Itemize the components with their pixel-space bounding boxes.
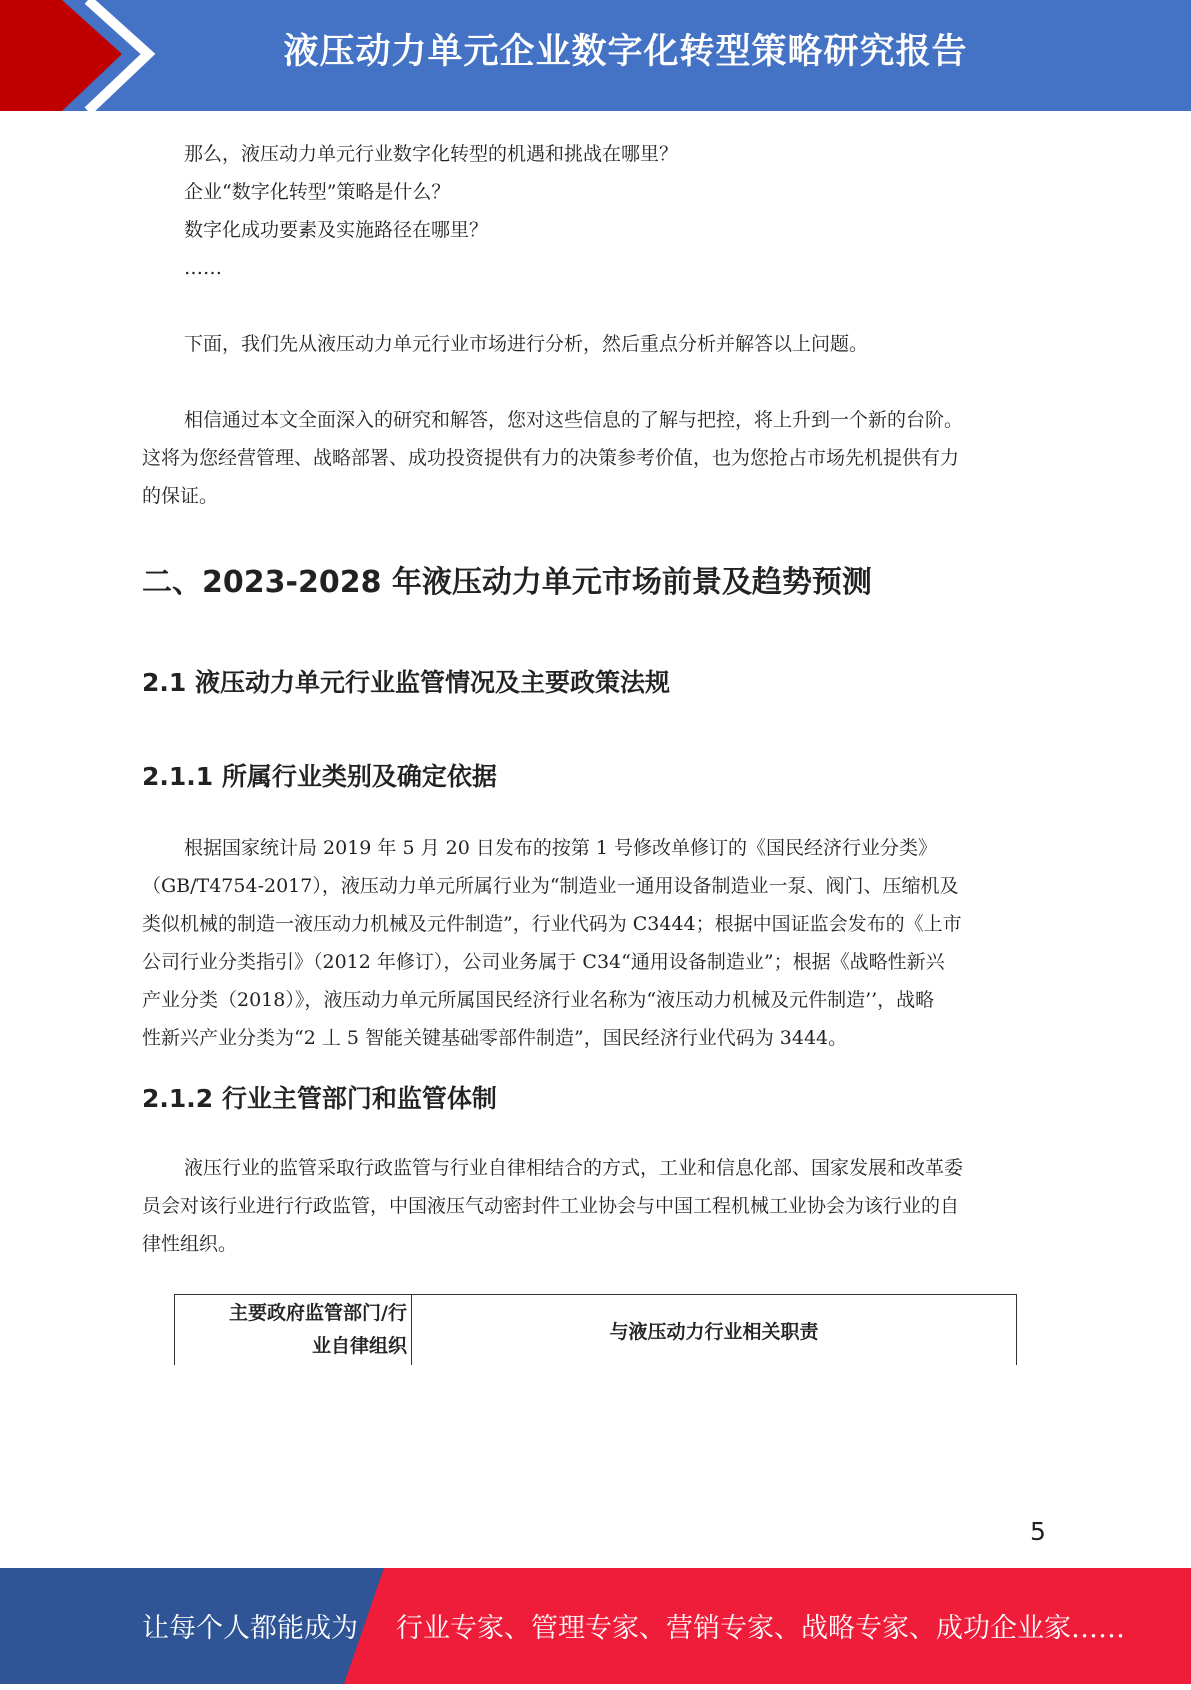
section-2-1-2-line-2: 员会对该行业进行行政监管，中国液压气动密封件工业协会与中国工程机械工业协会为该行业的自 — [142, 1195, 960, 1217]
intro-ellipsis: …… — [184, 257, 222, 279]
intro-paragraph-1: 下面，我们先从液压动力单元行业市场进行分析，然后重点分析并解答以上问题。 — [184, 333, 869, 355]
section-2-1-1-line-2: （GB/T4754-2017），液压动力单元所属行业为“制造业一通用设备制造业一泵、阀门、压缩机及 — [142, 875, 959, 897]
intro-paragraph-2-line-1: 相信通过本文全面深入的研究和解答，您对这些信息的了解与把控，将上升到一个新的台阶。 — [184, 409, 964, 431]
section-2-1-1-line-4: 公司行业分类指引》（2012 年修订），公司业务属于 C34“通用设备制造业”；根据《战略性新兴 — [142, 951, 945, 973]
intro-question-2: 企业“数字化转型”策略是什么？ — [184, 181, 451, 203]
section-2-1-2-line-1: 液压行业的监管采取行政监管与行业自律相结合的方式，工业和信息化部、国家发展和改革委 — [184, 1157, 964, 1179]
header-title: 液压动力单元企业数字化转型策略研究报告 — [283, 32, 968, 72]
section-2-1-2-line-3: 律性组织。 — [142, 1233, 238, 1255]
footer-slogan-left: 让每个人都能成为 — [142, 1613, 358, 1644]
section-2-1-1-line-1: 根据国家统计局 2019 年 5 月 20 日发布的按第 1 号修改单修订的《国民经济行业分类》 — [184, 837, 938, 859]
regulator-table — [174, 1294, 1017, 1365]
section-2-1-2-title: 2.1.2 行业主管部门和监管体制 — [142, 1084, 497, 1113]
intro-question-1: 那么，液压动力单元行业数字化转型的机遇和挑战在哪里？ — [184, 143, 679, 165]
section-2-1-1-title: 2.1.1 所属行业类别及确定依据 — [142, 762, 497, 791]
section-2-title: 二、2023-2028 年液压动力单元市场前景及趋势预测 — [142, 565, 872, 600]
section-2-1-1-line-6: 性新兴产业分类为“2 丄 5 智能关键基础零部件制造”，国民经济行业代码为 3444。 — [142, 1027, 848, 1049]
table-header-regulator — [175, 1295, 412, 1366]
page-content — [142, 135, 1047, 1263]
intro-question-3: 数字化成功要素及实施路径在哪里？ — [184, 219, 489, 241]
section-2-1-1-line-3: 类似机械的制造一液压动力机械及元件制造”，行业代码为 C3444；根据中国证监会发布的《上市 — [142, 913, 962, 935]
section-2-1-title: 2.1 液压动力单元行业监管情况及主要政策法规 — [142, 668, 670, 697]
table-header-row — [175, 1295, 1017, 1366]
intro-paragraph-2-line-2: 这将为您经营管理、战略部署、成功投资提供有力的决策参考价值，也为您抢占市场先机提供有力 — [142, 447, 960, 469]
intro-paragraph-2-line-3: 的保证。 — [142, 485, 219, 507]
section-2-1-1-line-5: 产业分类（2018）》，液压动力单元所属国民经济行业名称为“液压动力机械及元件制造’’，战略 — [142, 989, 935, 1011]
table-header-regulator-line-2: 业自律组织 — [311, 1335, 407, 1357]
page-number: 5 — [1030, 1517, 1046, 1546]
header-bar — [0, 0, 1191, 111]
footer-bar — [0, 1568, 1191, 1684]
footer-slogan-right: 行业专家、管理专家、营销专家、战略专家、成功企业家…… — [396, 1613, 1125, 1644]
table-header-regulator-line-1: 主要政府监管部门/行 — [229, 1302, 407, 1324]
table-header-duties: 与液压动力行业相关职责 — [412, 1295, 1017, 1366]
